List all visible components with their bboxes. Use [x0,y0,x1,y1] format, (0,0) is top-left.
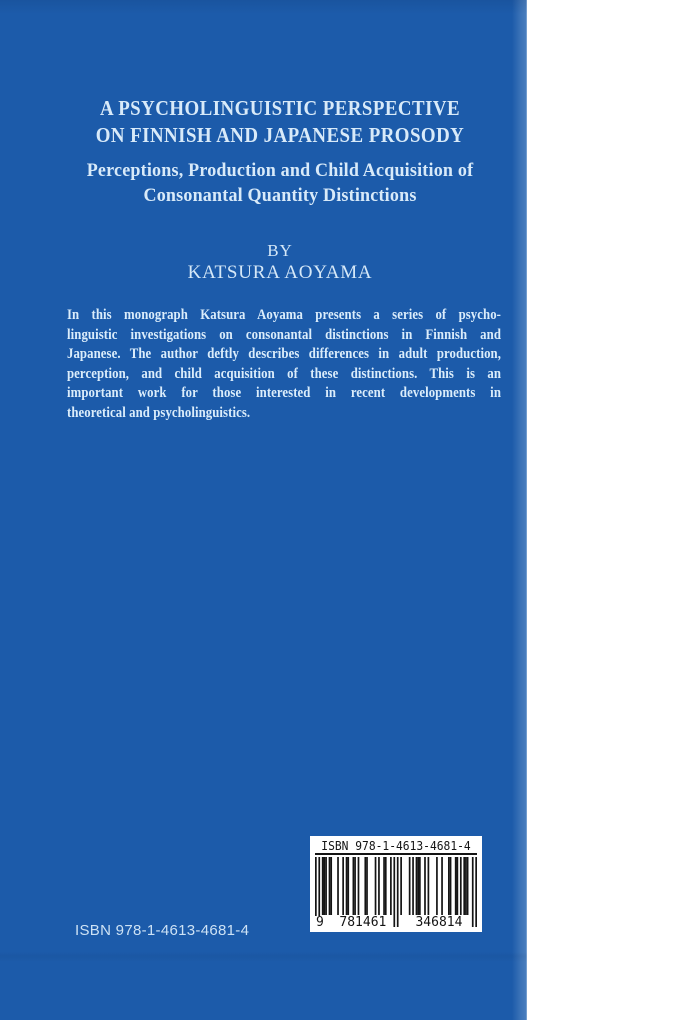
book-subtitle-line-2: Consonantal Quantity Distinctions [143,185,417,206]
cover-text-column [34,0,526,285]
book-subtitle [46,158,513,208]
blurb-line: theoretical and psycholinguistics. [67,404,251,421]
page-white-margin [527,0,680,1020]
blurb-line: In this monograph Katsura Aoyama presents a series of psycho- [67,307,502,323]
barcode-digits-left: 781461 [339,915,387,930]
blurb-line: perception, and child acquisition of these distinctions. This is an [67,365,502,382]
book-title [59,95,502,149]
by-label: BY [267,241,293,260]
barcode-digits-right: 346814 [415,915,463,930]
isbn-barcode-box [310,836,482,932]
isbn-bottom-label: ISBN 978-1-4613-4681-4 [75,922,250,939]
blurb-line: Japanese. The author deftly describes differences in adult production, [67,346,502,362]
back-cover-blurb [67,306,501,423]
blurb-line: linguistic investigations on consonantal distinctions in Finnish and [67,326,502,343]
book-title-line-1: A PSYCHOLINGUISTIC PERSPECTIVE [99,96,461,120]
barcode-digits-right-half [401,916,477,930]
barcode-digits-left-half [325,916,401,930]
barcode-digit-leading: 9 [316,915,324,930]
book-subtitle-line-1: Perceptions, Production and Child Acquisition of [86,160,474,181]
barcode-digits-row [315,916,477,930]
author-name: KATSURA AOYAMA [187,262,373,283]
barcode-divider-rule [315,853,477,855]
barcode-isbn-text: ISBN 978-1-4613-4681-4 [321,839,471,853]
ean13-barcode-bars [315,857,477,928]
blurb-line: important work for those interested in recent developments in [67,385,502,401]
book-title-line-2: ON FINNISH AND JAPANESE PROSODY [95,123,465,147]
